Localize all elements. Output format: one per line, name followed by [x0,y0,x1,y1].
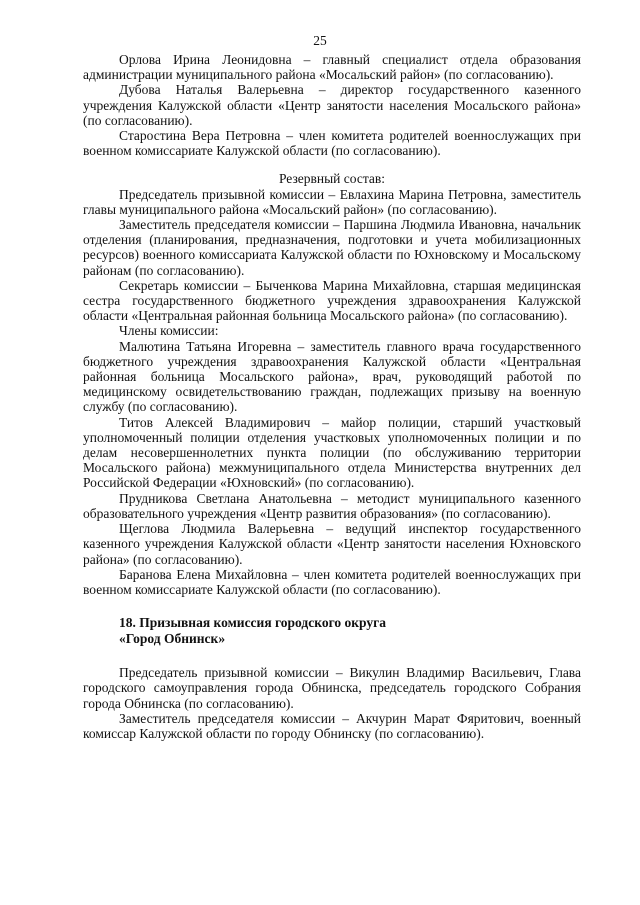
reserve-secretary: Секретарь комиссии – Быченкова Марина Михайловна, старшая медицинская сестра государственного бюджетного учреждения здравоохранения Калужской области «Центральная районная больница Мосальского района» (по согласованию). [83,277,581,324]
member-dubova: Дубова Наталья Валерьевна – директор государственного казенного учреждения Калужской области «Центр занятости населения Мосальского района» (по согласованию). [83,82,581,128]
obninsk-deputy-chairman: Заместитель председателя комиссии – Акчурин Марат Фяритович, военный комиссар Калужской области по городу Обнинску (по согласованию). [83,710,581,741]
page-number: 25 [313,33,327,48]
reserve-members-label: Члены комиссии: [119,323,219,339]
reserve-member-baranova: Баранова Елена Михайловна – член комитета родителей военнослужащих при военном комиссариате Калужской области (по согласованию). [83,566,581,597]
reserve-member-prudnikova: Прудникова Светлана Анатольевна – методист муниципального казенного образовательного учреждения «Центр развития образования» (по согласованию). [83,490,581,521]
reserve-title: Резервный состав: [278,171,386,187]
document-body [83,52,581,741]
member-orlova: Орлова Ирина Леонидовна – главный специалист отдела образования администрации муниципального района «Мосальский район» (по согласованию). [83,52,581,83]
reserve-member-shcheglova: Щеглова Людмила Валерьевна – ведущий инспектор государственного казенного учреждения Калужской области «Центр занятости населения Юхновского района» (по согласованию). [83,521,581,567]
section-heading: 18. Призывная комиссия городского округа [119,615,387,631]
section-heading-subtitle: «Город Обнинск» [119,631,226,647]
member-starostina: Старостина Вера Петровна – член комитета родителей военнослужащих при военном комиссариате Калужской области (по согласованию). [83,128,581,159]
reserve-chairman: Председатель призывной комиссии – Евлахина Марина Петровна, заместитель главы муниципального района «Мосальский район» (по согласованию). [83,186,581,217]
obninsk-chairman: Председатель призывной комиссии – Викулин Владимир Васильевич, Глава городского самоуправления города Обнинска, председатель городского Собрания города Обнинска (по согласованию). [83,665,581,711]
reserve-member-malyutina: Малютина Татьяна Игоревна – заместитель главного врача государственного бюджетного учреждения здравоохранения Калужской области «Центральная районная больница Мосальского района», врач, руководящий работой по медицинскому освидетельствованию граждан, подлежащих призыву на военную службу (по согласованию). [83,338,581,415]
reserve-member-titov: Титов Алексей Владимирович – майор полиции, старший участковый уполномоченный полиции отделения участковых уполномоченных полиции и по делам несовершеннолетних пункта полиции (по обслуживанию территории Мосальского района) межмуниципального отдела Министерства внутренних дел Российской Федерации «Юхновский» (по согласованию). [83,414,581,491]
reserve-deputy-chairman: Заместитель председателя комиссии – Паршина Людмила Ивановна, начальник отделения (планирования, предназначения, подготовки и учета мобилизационных ресурсов) военного комиссариата Калужской области по Юхновскому и Мосальскому районам (по согласованию). [83,217,581,278]
